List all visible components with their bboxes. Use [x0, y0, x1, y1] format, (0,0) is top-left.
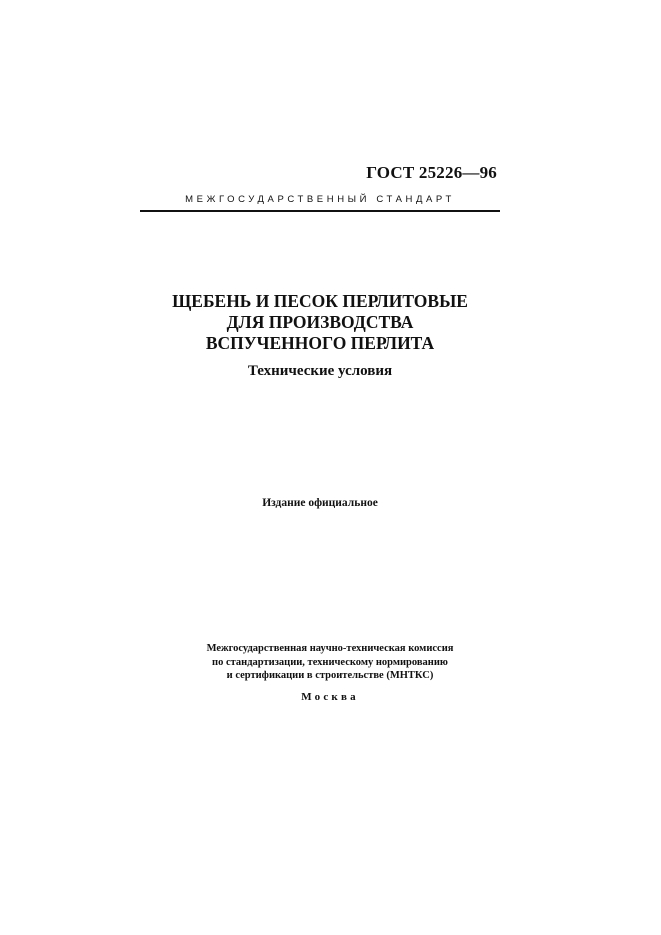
publication-city: Москва [301, 691, 359, 703]
publisher-line: Межгосударственная научно-техническая комиссия [206, 643, 454, 654]
publisher-block [140, 642, 520, 683]
header-divider [140, 210, 500, 212]
document-subtitle: Технические условия [247, 363, 393, 379]
document-title [140, 291, 500, 354]
title-line: ДЛЯ ПРОИЗВОДСТВА [226, 312, 414, 332]
publisher-line: и сертификации в строительстве (МНТКС) [226, 670, 434, 681]
standard-type-label: МЕЖГОСУДАРСТВЕННЫЙ СТАНДАРТ [185, 194, 455, 205]
title-line: ЩЕБЕНЬ И ПЕСОК ПЕРЛИТОВЫЕ [172, 291, 468, 311]
edition-label: Издание официальное [262, 497, 378, 509]
publisher-line: по стандартизации, техническому нормированию [212, 656, 448, 668]
gost-number: ГОСТ 25226—96 [366, 163, 497, 182]
title-line: ВСПУЧЕННОГО ПЕРЛИТА [205, 333, 435, 353]
